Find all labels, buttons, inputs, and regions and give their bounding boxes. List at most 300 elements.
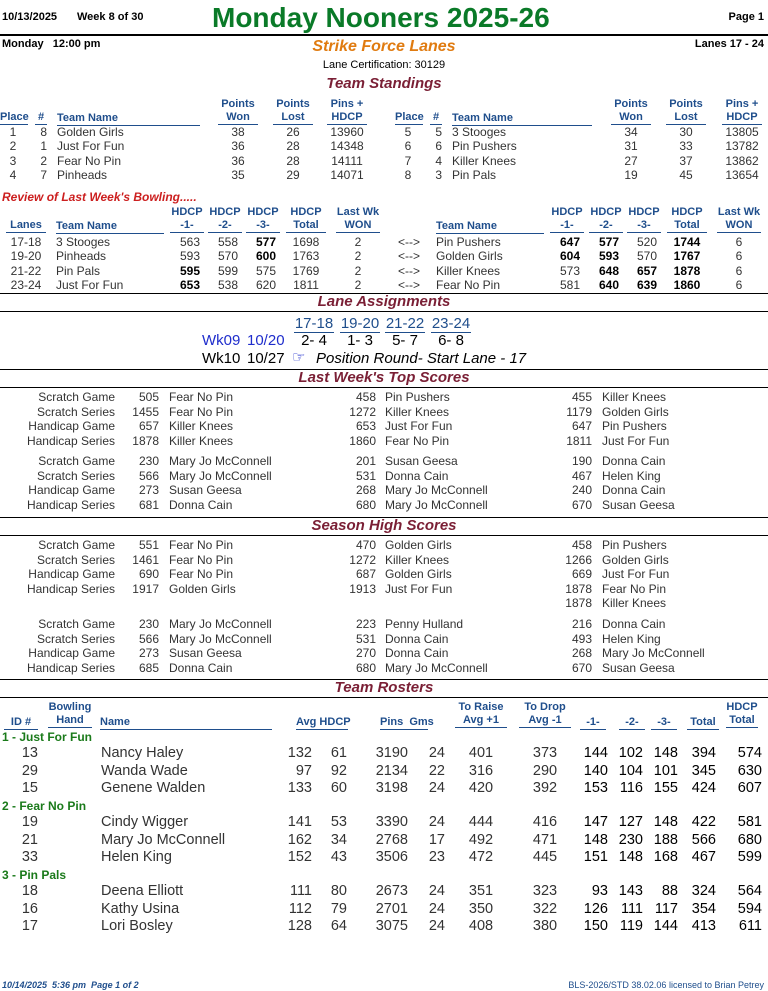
season-individual-name-2: Mary Jo McConnell bbox=[385, 660, 488, 675]
season-team-score-2: 1913 bbox=[349, 581, 376, 596]
top-team-name-3: Pin Pushers bbox=[602, 419, 667, 433]
roster-average: 133 bbox=[287, 780, 312, 796]
top-individual-score-3: 190 bbox=[571, 454, 592, 468]
standing-points-won: 19 bbox=[624, 167, 638, 182]
standing-points-won: 31 bbox=[624, 139, 638, 154]
roster-id: 16 bbox=[21, 900, 38, 917]
standing-team-number: 6 bbox=[435, 139, 442, 154]
season-team-score-2: 1272 bbox=[349, 552, 376, 567]
standing-points-lost: 30 bbox=[679, 125, 693, 139]
hdr-bowling-hand-line2: Hand bbox=[48, 714, 92, 728]
review-opp-game-1: 604 bbox=[559, 249, 580, 264]
standing-pins-hdcp: 13654 bbox=[725, 167, 759, 182]
hdr-pins-hdcp bbox=[327, 98, 367, 125]
top-individual-score-3: 240 bbox=[571, 483, 592, 497]
top-individual-name-3: Donna Cain bbox=[602, 454, 666, 468]
roster-pins: 2768 bbox=[375, 831, 408, 848]
hdr-roster-name: Name bbox=[100, 715, 272, 730]
hdr-place bbox=[0, 98, 28, 125]
standing-points-lost: 28 bbox=[286, 153, 300, 168]
season-team-score-2: 687 bbox=[355, 567, 376, 581]
roster-game-3: 188 bbox=[653, 831, 678, 848]
hdr-team-name: Team Name bbox=[57, 111, 200, 126]
roster-to-drop: 290 bbox=[532, 762, 558, 779]
roster-to-raise: 408 bbox=[468, 918, 494, 934]
top-team-score: 1878 bbox=[132, 433, 159, 448]
section-team-rosters: Team Rosters bbox=[334, 679, 434, 696]
season-individual-score-3: 268 bbox=[571, 646, 592, 660]
day-time: Monday 12:00 pm bbox=[2, 38, 101, 50]
roster-name: Genene Walden bbox=[101, 780, 206, 796]
season-team-category: Scratch Game bbox=[38, 538, 115, 552]
top-team-name-2: Fear No Pin bbox=[385, 433, 450, 448]
roster-name: Mary Jo McConnell bbox=[101, 831, 226, 848]
top-individual-score: 566 bbox=[138, 468, 159, 483]
standing-team-name: Pinheads bbox=[57, 167, 108, 182]
roster-average: 112 bbox=[288, 900, 312, 917]
review-total: 1769 bbox=[292, 263, 320, 278]
top-team-category: Handicap Game bbox=[28, 419, 115, 433]
hdr-lanes bbox=[6, 206, 46, 233]
roster-id: 19 bbox=[21, 814, 38, 830]
review-versus: <--> bbox=[397, 263, 420, 278]
top-team-name-3: Killer Knees bbox=[602, 390, 667, 404]
hdr-left-won-line2: WON bbox=[336, 219, 380, 233]
hdr-roster-drop-line2: Avg -1 bbox=[519, 714, 571, 728]
hdr-pins-hdcp-line1: Pins + bbox=[330, 98, 364, 110]
standing-place: 7 bbox=[404, 153, 412, 168]
top-team-name: Killer Knees bbox=[169, 433, 234, 448]
review-team-name: 3 Stooges bbox=[56, 235, 111, 249]
hdr-points-lost-line2: Lost bbox=[273, 111, 313, 125]
roster-pins: 3390 bbox=[375, 814, 408, 830]
roster-pins: 3075 bbox=[375, 918, 408, 934]
roster-game-1: 147 bbox=[583, 814, 608, 830]
roster-game-2: 116 bbox=[619, 780, 643, 796]
review-opp-total: 1860 bbox=[673, 277, 701, 292]
standing-team-name: Pin Pushers bbox=[452, 139, 517, 154]
center-name: Strike Force Lanes bbox=[312, 38, 456, 55]
roster-total: 467 bbox=[691, 849, 716, 865]
hdr-left-total-line1: HDCP bbox=[290, 206, 322, 218]
top-team-category: Scratch Game bbox=[38, 390, 115, 404]
review-game-1: 595 bbox=[179, 263, 200, 278]
roster-average: 162 bbox=[287, 831, 312, 848]
roster-average: 111 bbox=[289, 883, 312, 899]
roster-to-raise: 401 bbox=[468, 745, 494, 761]
hdr-roster-hdcp-total-line2: Total bbox=[726, 714, 758, 728]
hdr-right-game-1-line2: -1- bbox=[550, 219, 584, 233]
roster-games: 24 bbox=[428, 745, 445, 761]
review-opp-total: 1878 bbox=[673, 263, 701, 278]
review-game-1: 563 bbox=[179, 235, 200, 249]
roster-id: 33 bbox=[21, 849, 38, 865]
week-label: Week 8 of 30 bbox=[77, 11, 144, 23]
hdr-num-line1 bbox=[35, 98, 47, 111]
hdr-roster-raise-line1: To Raise bbox=[458, 701, 504, 713]
roster-game-3: 88 bbox=[661, 883, 678, 899]
season-individual-score-3: 493 bbox=[571, 631, 592, 646]
roster-id: 18 bbox=[21, 883, 38, 899]
standing-team-name: Golden Girls bbox=[57, 125, 124, 139]
season-team-score: 1461 bbox=[132, 552, 159, 567]
roster-pins: 2701 bbox=[375, 900, 408, 917]
top-team-score: 657 bbox=[138, 419, 159, 433]
lane-pair-header: 21-22 bbox=[385, 315, 425, 332]
hdr-pins-hdcp-line2: HDCP bbox=[722, 111, 762, 125]
roster-to-drop: 380 bbox=[532, 918, 558, 934]
review-opp-game-3: 657 bbox=[636, 263, 657, 278]
roster-game-3: 148 bbox=[653, 745, 678, 761]
hdr-right-game-2-line2: -2- bbox=[589, 219, 623, 233]
season-individual-score: 566 bbox=[138, 631, 159, 646]
footer-license: BLS-2026/STD 38.02.06 licensed to Brian Petrey bbox=[568, 980, 764, 990]
hdr-left-game-3-line2: -3- bbox=[246, 219, 280, 233]
season-team-name-3: Fear No Pin bbox=[602, 581, 667, 596]
top-team-name: Fear No Pin bbox=[169, 404, 234, 419]
roster-total: 424 bbox=[691, 780, 716, 796]
review-opp-won: 6 bbox=[735, 249, 743, 264]
standing-team-number: 2 bbox=[40, 153, 47, 168]
season-individual-score-2: 223 bbox=[355, 617, 376, 631]
roster-pins: 3506 bbox=[375, 849, 408, 865]
top-individual-name-3: Susan Geesa bbox=[602, 497, 675, 512]
hdr-lanes-line2: Lanes bbox=[6, 219, 46, 233]
roster-team-label: 1 - Just For Fun bbox=[2, 730, 92, 744]
top-individual-name: Donna Cain bbox=[169, 497, 233, 512]
wk09-pairing: 2- 4 bbox=[301, 332, 327, 349]
hdr-right-total-line1: HDCP bbox=[671, 206, 703, 218]
review-opp-total: 1767 bbox=[673, 249, 701, 264]
standing-points-lost: 37 bbox=[679, 153, 693, 168]
standing-pins-hdcp: 14111 bbox=[331, 153, 363, 168]
season-individual-category: Handicap Game bbox=[28, 646, 115, 660]
season-individual-score: 273 bbox=[138, 646, 159, 660]
roster-hdcp-total: 630 bbox=[737, 762, 762, 779]
hdr-right-total-line2: Total bbox=[667, 219, 707, 233]
hdr-roster-avg: Avg HDCP bbox=[296, 716, 351, 728]
review-opp-game-2: 648 bbox=[598, 263, 619, 278]
roster-name: Deena Elliott bbox=[101, 883, 184, 899]
hdr-roster-total: Total bbox=[687, 715, 719, 730]
roster-game-2: 119 bbox=[619, 918, 643, 934]
wk09-pairing: 5- 7 bbox=[392, 332, 418, 349]
standing-points-lost: 29 bbox=[286, 167, 300, 182]
season-team-name-3: Just For Fun bbox=[602, 567, 670, 581]
hdr-place-line2: Place bbox=[0, 111, 29, 123]
hdr-right-game-2 bbox=[589, 206, 623, 233]
standing-place: 6 bbox=[404, 139, 412, 154]
hdr-place-line2: Place bbox=[395, 111, 424, 123]
season-team-name-2: Golden Girls bbox=[385, 538, 452, 552]
section-review: Review of Last Week's Bowling..... bbox=[2, 190, 197, 204]
hdr-left-game-3 bbox=[246, 206, 280, 233]
roster-game-2: 127 bbox=[618, 814, 643, 830]
roster-game-3: 117 bbox=[654, 900, 678, 917]
roster-total: 413 bbox=[691, 918, 716, 934]
review-opp-won: 6 bbox=[735, 277, 743, 292]
season-individual-name-3: Donna Cain bbox=[602, 617, 666, 631]
hdr-right-game-3 bbox=[627, 206, 661, 233]
hdr-roster-hdcp-total-line1: HDCP bbox=[726, 701, 758, 713]
review-game-2: 558 bbox=[217, 235, 238, 249]
roster-handicap: 64 bbox=[330, 918, 347, 934]
roster-total: 566 bbox=[691, 831, 716, 848]
season-team-name-3: Pin Pushers bbox=[602, 538, 667, 552]
league-title: Monday Nooners 2025-26 bbox=[212, 2, 550, 33]
roster-handicap: 80 bbox=[330, 883, 347, 899]
season-team-name: Fear No Pin bbox=[169, 552, 234, 567]
section-top-scores: Last Week's Top Scores bbox=[298, 369, 470, 386]
review-game-3: 620 bbox=[255, 277, 276, 292]
roster-total: 345 bbox=[691, 762, 716, 779]
season-team-score-2: 470 bbox=[355, 538, 376, 552]
hdr-num-line2: # bbox=[35, 111, 47, 125]
standing-team-number: 8 bbox=[40, 125, 47, 139]
section-season-high: Season High Scores bbox=[311, 517, 457, 534]
standing-team-number: 1 bbox=[40, 139, 47, 154]
roster-game-1: 150 bbox=[583, 918, 608, 934]
review-team-name: Pin Pals bbox=[56, 263, 101, 278]
roster-to-drop: 392 bbox=[532, 780, 558, 796]
season-individual-name: Mary Jo McConnell bbox=[169, 617, 272, 631]
standing-points-won: 34 bbox=[624, 125, 638, 139]
roster-id: 29 bbox=[21, 762, 38, 779]
roster-to-drop: 471 bbox=[532, 831, 558, 848]
hdr-points-won bbox=[218, 98, 258, 125]
top-individual-name-2: Mary Jo McConnell bbox=[385, 483, 488, 497]
roster-name: Wanda Wade bbox=[101, 762, 188, 779]
standing-points-won: 36 bbox=[231, 153, 245, 168]
roster-games: 23 bbox=[428, 849, 445, 865]
roster-game-3: 101 bbox=[653, 762, 678, 779]
roster-name: Nancy Haley bbox=[101, 745, 184, 761]
roster-to-raise: 472 bbox=[468, 849, 494, 865]
roster-to-drop: 322 bbox=[532, 900, 558, 917]
top-team-name-2: Killer Knees bbox=[385, 404, 450, 419]
standing-pins-hdcp: 13805 bbox=[725, 125, 759, 139]
hdr-right-game-3-line2: -3- bbox=[627, 219, 661, 233]
hdr-roster-drop bbox=[519, 701, 571, 728]
hdr-review-opp-team: Team Name bbox=[436, 219, 544, 234]
hdr-left-game-1-line2: -1- bbox=[170, 219, 204, 233]
hdr-right-game-3-line1: HDCP bbox=[628, 206, 660, 218]
top-team-name: Killer Knees bbox=[169, 419, 234, 433]
season-team-category: Handicap Game bbox=[28, 567, 115, 581]
top-team-name-2: Just For Fun bbox=[385, 419, 453, 433]
standing-points-won: 38 bbox=[231, 125, 245, 139]
roster-id: 21 bbox=[21, 831, 38, 848]
hdr-roster-pins: Pins Gms bbox=[380, 716, 434, 728]
review-opp-game-1: 647 bbox=[559, 235, 580, 249]
roster-hdcp-total: 594 bbox=[737, 900, 762, 917]
season-individual-category: Handicap Series bbox=[26, 660, 115, 675]
season-team-score: 690 bbox=[138, 567, 159, 581]
roster-total: 422 bbox=[691, 814, 716, 830]
season-team-score-3: 669 bbox=[571, 567, 592, 581]
hdr-place bbox=[395, 98, 423, 125]
review-won: 2 bbox=[354, 263, 362, 278]
hdr-roster-drop-line1: To Drop bbox=[524, 701, 566, 713]
hdr-roster-raise-line2: Avg +1 bbox=[455, 714, 507, 728]
hdr-points-lost-line1: Points bbox=[276, 98, 310, 110]
top-team-score: 1455 bbox=[132, 404, 159, 419]
top-individual-score-2: 268 bbox=[355, 483, 376, 497]
roster-name: Kathy Usina bbox=[101, 900, 180, 917]
season-individual-name-2: Donna Cain bbox=[385, 646, 449, 660]
hdr-roster-game-2: -2- bbox=[619, 715, 645, 730]
season-team-name-3: Killer Knees bbox=[602, 596, 667, 610]
season-individual-score-2: 680 bbox=[355, 660, 376, 675]
season-team-category: Scratch Series bbox=[36, 552, 115, 567]
top-team-name-3: Just For Fun bbox=[602, 433, 670, 448]
season-individual-name-3: Susan Geesa bbox=[602, 660, 675, 675]
hdr-review-team: Team Name bbox=[56, 219, 164, 234]
roster-game-2: 102 bbox=[618, 745, 643, 761]
roster-game-3: 155 bbox=[653, 780, 678, 796]
hdr-num-line2: # bbox=[430, 111, 442, 125]
roster-handicap: 34 bbox=[330, 831, 347, 848]
standing-team-name: 3 Stooges bbox=[452, 125, 507, 139]
top-individual-category: Handicap Series bbox=[26, 497, 115, 512]
hdr-roster-raise bbox=[455, 701, 507, 728]
standing-points-lost: 28 bbox=[286, 139, 300, 154]
roster-pins: 2673 bbox=[375, 883, 408, 899]
roster-handicap: 79 bbox=[330, 900, 347, 917]
review-game-2: 538 bbox=[217, 277, 238, 292]
hdr-right-game-1 bbox=[550, 206, 584, 233]
review-game-1: 593 bbox=[179, 249, 200, 264]
top-team-score-2: 1272 bbox=[349, 404, 376, 419]
hdr-right-game-1-line1: HDCP bbox=[551, 206, 583, 218]
review-game-2: 599 bbox=[217, 263, 238, 278]
footer-timestamp: 10/14/2025 5:36 pm Page 1 of 2 bbox=[2, 980, 139, 990]
hdr-roster-game-3: -3- bbox=[651, 715, 677, 730]
top-individual-category: Handicap Game bbox=[28, 483, 115, 497]
rosters-rule-bottom bbox=[0, 697, 768, 698]
hdr-points-lost-line2: Lost bbox=[666, 111, 706, 125]
review-opp-game-3: 639 bbox=[636, 277, 657, 292]
top-individual-score: 273 bbox=[138, 483, 159, 497]
roster-game-2: 230 bbox=[618, 831, 643, 848]
review-versus: <--> bbox=[397, 277, 420, 292]
review-opp-game-2: 593 bbox=[598, 249, 619, 264]
season-individual-name-3: Mary Jo McConnell bbox=[602, 646, 705, 660]
roster-games: 24 bbox=[428, 900, 445, 917]
top-team-score-2: 458 bbox=[355, 390, 376, 404]
standing-points-won: 35 bbox=[231, 167, 245, 182]
season-individual-score-3: 670 bbox=[571, 660, 592, 675]
season-team-score-3: 1266 bbox=[565, 552, 592, 567]
season-team-name: Fear No Pin bbox=[169, 567, 234, 581]
review-versus: <--> bbox=[397, 249, 420, 264]
roster-to-raise: 350 bbox=[468, 900, 494, 917]
top-individual-name: Susan Geesa bbox=[169, 483, 242, 497]
standing-points-won: 27 bbox=[624, 153, 638, 168]
standing-team-number: 3 bbox=[435, 167, 442, 182]
roster-game-3: 168 bbox=[653, 849, 678, 865]
roster-hdcp-total: 574 bbox=[737, 745, 762, 761]
review-game-2: 570 bbox=[217, 249, 238, 264]
roster-team-label: 2 - Fear No Pin bbox=[2, 799, 87, 813]
season-team-name: Fear No Pin bbox=[169, 538, 234, 552]
roster-id: 13 bbox=[21, 745, 38, 761]
top-team-score-2: 653 bbox=[355, 419, 376, 433]
roster-to-drop: 373 bbox=[532, 745, 558, 761]
hdr-bowling-hand bbox=[48, 701, 92, 728]
roster-average: 152 bbox=[287, 849, 312, 865]
lane-pair-header: 23-24 bbox=[431, 315, 471, 332]
hdr-right-game-2-line1: HDCP bbox=[590, 206, 622, 218]
roster-hdcp-total: 599 bbox=[737, 849, 762, 865]
review-lanes: 23-24 bbox=[10, 277, 42, 292]
roster-average: 97 bbox=[295, 762, 312, 779]
hdr-points-lost-line1: Points bbox=[669, 98, 703, 110]
review-won: 2 bbox=[354, 277, 362, 292]
review-opp-team-name: Fear No Pin bbox=[436, 277, 501, 292]
roster-hdcp-total: 680 bbox=[737, 831, 762, 848]
hdr-right-total bbox=[667, 206, 707, 233]
review-lanes: 19-20 bbox=[10, 249, 42, 264]
hdr-points-lost bbox=[666, 98, 706, 125]
hdr-roster-id: ID # bbox=[4, 715, 38, 730]
roster-pins: 3198 bbox=[375, 780, 408, 796]
season-team-name-2: Killer Knees bbox=[385, 552, 450, 567]
review-opp-game-1: 581 bbox=[559, 277, 580, 292]
roster-game-3: 144 bbox=[653, 918, 678, 934]
top-individual-name-2: Susan Geesa bbox=[385, 454, 458, 468]
top-team-name: Fear No Pin bbox=[169, 390, 234, 404]
hdr-left-game-1 bbox=[170, 206, 204, 233]
standing-team-name: Just For Fun bbox=[57, 139, 125, 154]
review-game-3: 577 bbox=[255, 235, 276, 249]
review-versus: <--> bbox=[397, 235, 420, 249]
top-individual-score-2: 680 bbox=[355, 497, 376, 512]
hdr-pins-hdcp bbox=[722, 98, 762, 125]
standing-points-lost: 26 bbox=[286, 125, 300, 139]
roster-hdcp-total: 607 bbox=[737, 780, 762, 796]
section-lane-assignments: Lane Assignments bbox=[317, 293, 451, 310]
lane-pair-header: 17-18 bbox=[294, 315, 334, 332]
review-game-3: 600 bbox=[255, 249, 276, 264]
review-opp-team-name: Golden Girls bbox=[436, 249, 503, 264]
top-individual-score-2: 201 bbox=[355, 454, 376, 468]
roster-to-drop: 416 bbox=[532, 814, 558, 830]
review-lanes: 17-18 bbox=[10, 235, 42, 249]
hdr-left-won bbox=[336, 206, 380, 233]
hdr-right-won-line1: Last Wk bbox=[717, 206, 761, 218]
roster-id: 15 bbox=[21, 780, 38, 796]
season-team-name: Golden Girls bbox=[169, 581, 236, 596]
lanes-range: Lanes 17 - 24 bbox=[694, 38, 764, 50]
top-individual-name-2: Mary Jo McConnell bbox=[385, 497, 488, 512]
roster-average: 141 bbox=[287, 814, 312, 830]
hdr-left-game-2 bbox=[208, 206, 242, 233]
season-individual-name: Mary Jo McConnell bbox=[169, 631, 272, 646]
standing-pins-hdcp: 13782 bbox=[725, 139, 759, 154]
season-individual-category: Scratch Series bbox=[36, 631, 115, 646]
roster-game-2: 143 bbox=[618, 883, 643, 899]
hdr-points-won-line2: Won bbox=[218, 111, 258, 125]
review-opp-game-2: 640 bbox=[598, 277, 619, 292]
top-individual-score-3: 467 bbox=[571, 468, 592, 483]
wk09-pairing: 6- 8 bbox=[438, 332, 464, 349]
season-team-name-2: Golden Girls bbox=[385, 567, 452, 581]
standing-team-name: Pin Pals bbox=[452, 167, 497, 182]
season-team-score-3: 1878 bbox=[565, 581, 592, 596]
roster-handicap: 61 bbox=[330, 745, 347, 761]
top-individual-score-3: 670 bbox=[571, 497, 592, 512]
